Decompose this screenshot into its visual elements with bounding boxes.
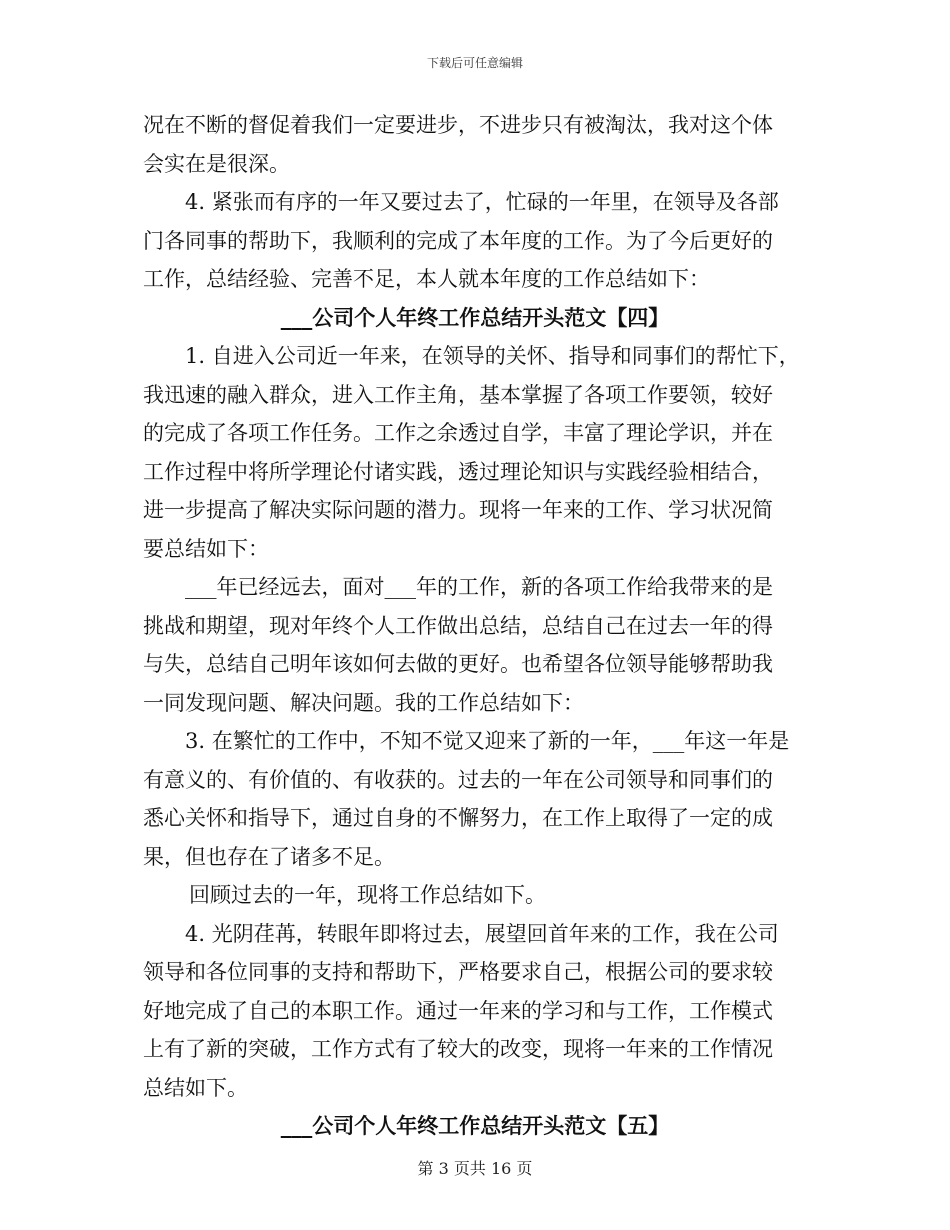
section-heading: ___公司个人年终工作总结开头范文【五】: [280, 1113, 670, 1138]
text-line: 与失，总结自己明年该如何去做的更好。也希望各位领导能够帮助我: [143, 652, 773, 676]
text-line: ___年已经远去，面对___年的工作，新的各项工作给我带来的是: [185, 575, 773, 599]
page-header: 下载后可任意编辑: [426, 56, 523, 70]
text-line: 4. 光阴荏苒，转眼年即将过去，展望回首年来的工作，我在公司: [185, 921, 779, 946]
section-heading: ___公司个人年终工作总结开头范文【四】: [280, 304, 670, 330]
text-line: 一同发现问题、解决问题。我的工作总结如下：: [143, 690, 584, 715]
text-line: 况在不断的督促着我们一定要进步，不进步只有被淘汰，我对这个体: [143, 113, 773, 137]
text-line: 门各同事的帮助下，我顺利的完成了本年度的工作。为了今后更好的: [143, 228, 773, 253]
text-line: 3. 在繁忙的工作中，不知不觉又迎来了新的一年，___年这一年是: [185, 729, 790, 753]
text-line: 工作，总结经验、完善不足，本人就本年度的工作总结如下：: [143, 267, 710, 291]
text-line: 我迅速的融入群众，进入工作主角，基本掌握了各项工作要领，较好: [143, 382, 773, 407]
text-line: 的完成了各项工作任务。工作之余透过自学，丰富了理论学识，并在: [143, 421, 773, 445]
text-line: 回顾过去的一年，现将工作总结如下。: [189, 883, 546, 907]
text-line: 总结如下。: [143, 1075, 248, 1100]
text-line: 悉心关怀和指导下，通过自身的不懈努力，在工作上取得了一定的成: [143, 806, 773, 830]
text-line: 领导和各位同事的支持和帮助下，严格要求自己，根据公司的要求较: [143, 960, 773, 984]
text-line: 果，但也存在了诸多不足。: [143, 844, 395, 869]
text-line: 有意义的、有价值的、有收获的。过去的一年在公司领导和同事们的: [143, 767, 773, 792]
document-body: [143, 106, 807, 1146]
text-line: 挑战和期望，现对年终个人工作做出总结，总结自己在过去一年的得: [143, 613, 773, 638]
text-line: 1. 自进入公司近一年来，在领导的关怀、指导和同事们的帮忙下，: [185, 344, 800, 368]
text-line: 工作过程中将所学理论付诸实践，透过理论知识与实践经验相结合，: [143, 459, 773, 484]
text-line: 4. 紧张而有序的一年又要过去了，忙碌的一年里，在领导及各部: [185, 190, 779, 214]
text-line: 要总结如下：: [143, 536, 269, 561]
text-line: 上有了新的突破，工作方式有了较大的改变，现将一年来的工作情况: [143, 1037, 773, 1061]
page-footer: 第 3 页共 16 页: [417, 1159, 533, 1178]
text-line: 好地完成了自己的本职工作。通过一年来的学习和与工作，工作模式: [143, 998, 773, 1023]
text-line: 进一步提高了解决实际问题的潜力。现将一年来的工作、学习状况简: [143, 498, 773, 522]
text-line: 会实在是很深。: [143, 151, 290, 176]
